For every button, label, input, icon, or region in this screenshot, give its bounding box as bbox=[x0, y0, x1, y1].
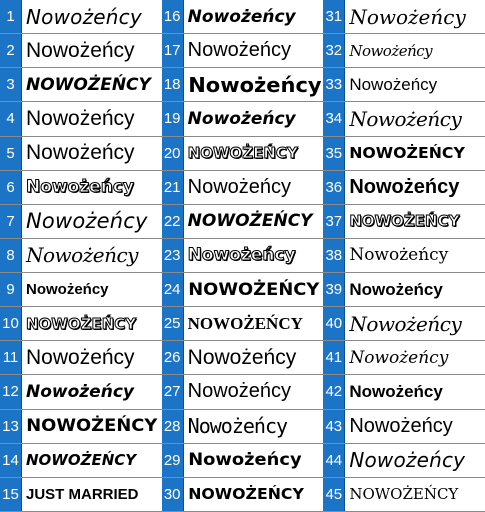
font-number: 26 bbox=[162, 341, 184, 374]
font-number: 45 bbox=[323, 478, 345, 511]
font-preview-text: Nowożeńcy bbox=[349, 381, 443, 401]
font-number: 40 bbox=[323, 307, 345, 340]
font-sample[interactable] bbox=[0, 239, 162, 273]
font-preview-text: Nowożeńcy bbox=[349, 175, 460, 198]
font-number: 31 bbox=[323, 0, 345, 33]
font-sample[interactable] bbox=[0, 410, 162, 444]
font-sample[interactable] bbox=[162, 0, 324, 34]
font-preview-text: Nowożeńcy bbox=[26, 177, 134, 198]
font-preview-text: NOWOŻEŃCY bbox=[349, 144, 466, 163]
font-sample[interactable] bbox=[162, 239, 324, 273]
font-preview-text: Nowożeńcy bbox=[187, 414, 288, 439]
font-number: 33 bbox=[323, 68, 345, 101]
font-number: 43 bbox=[323, 410, 345, 443]
font-sample[interactable] bbox=[0, 68, 162, 102]
font-number: 4 bbox=[0, 102, 22, 135]
font-preview-text: Nowożeńcy bbox=[349, 245, 449, 266]
font-sample[interactable] bbox=[162, 375, 324, 409]
font-number: 9 bbox=[0, 273, 22, 306]
font-number: 3 bbox=[0, 68, 22, 101]
font-sample[interactable] bbox=[323, 375, 485, 409]
font-sample[interactable] bbox=[162, 307, 324, 341]
font-sample[interactable] bbox=[162, 102, 324, 136]
font-sample[interactable] bbox=[162, 478, 324, 512]
font-preview-text: JUST MARRIED bbox=[26, 485, 139, 503]
font-sample[interactable] bbox=[162, 273, 324, 307]
font-preview-text: Nowożeńcy bbox=[187, 380, 292, 403]
font-sample[interactable] bbox=[162, 137, 324, 171]
font-preview-text: Nowożeńcy bbox=[349, 279, 443, 299]
font-sample[interactable] bbox=[0, 307, 162, 341]
font-preview-text: Nowożeńcy bbox=[26, 209, 148, 234]
font-number: 22 bbox=[162, 205, 184, 238]
font-sample[interactable] bbox=[323, 205, 485, 239]
font-number: 17 bbox=[162, 34, 184, 67]
font-number: 30 bbox=[162, 478, 184, 511]
font-number: 36 bbox=[323, 171, 345, 204]
font-preview-text: Nowożeńcy bbox=[349, 41, 433, 60]
font-preview-text: NOWOŻEŃCY bbox=[187, 485, 304, 504]
font-number: 1 bbox=[0, 0, 22, 33]
font-number: 38 bbox=[323, 239, 345, 272]
font-preview-text: NOWOŻEŃCY bbox=[187, 211, 313, 232]
font-preview-text: Nowożeńcy bbox=[349, 311, 462, 336]
font-preview-text: NOWOŻEŃCY bbox=[26, 314, 137, 333]
font-sample[interactable] bbox=[323, 478, 485, 512]
font-sample[interactable] bbox=[162, 205, 324, 239]
font-sample[interactable] bbox=[323, 239, 485, 273]
font-number: 27 bbox=[162, 375, 184, 408]
font-sample[interactable] bbox=[0, 205, 162, 239]
font-number: 35 bbox=[323, 137, 345, 170]
font-preview-text: Nowożeńcy bbox=[26, 38, 135, 62]
font-number: 32 bbox=[323, 34, 345, 67]
font-preview-text: NOWOŻEŃCY bbox=[187, 279, 319, 300]
font-number: 18 bbox=[162, 68, 184, 101]
font-sample[interactable] bbox=[323, 307, 485, 341]
font-preview-text: NOWOŻEŃCY bbox=[349, 485, 459, 504]
font-number: 16 bbox=[162, 0, 184, 33]
font-number: 25 bbox=[162, 307, 184, 340]
font-sample[interactable] bbox=[323, 137, 485, 171]
font-number: 10 bbox=[0, 307, 22, 340]
font-sample[interactable] bbox=[323, 171, 485, 205]
font-number: 11 bbox=[0, 341, 22, 374]
font-preview-text: Nowożeńcy bbox=[26, 4, 142, 29]
font-sample[interactable] bbox=[162, 410, 324, 444]
font-number: 6 bbox=[0, 171, 22, 204]
font-preview-text: Nowożeńcy bbox=[26, 281, 109, 299]
font-sample[interactable] bbox=[162, 341, 324, 375]
font-number: 20 bbox=[162, 137, 184, 170]
font-number: 2 bbox=[0, 34, 22, 67]
font-sample[interactable] bbox=[0, 137, 162, 171]
font-sample[interactable] bbox=[0, 273, 162, 307]
font-preview-text: Nowożeńcy bbox=[26, 243, 138, 268]
font-number: 42 bbox=[323, 375, 345, 408]
font-preview-text: NOWOŻEŃCY bbox=[26, 74, 151, 95]
font-number: 24 bbox=[162, 273, 184, 306]
font-preview-text: NOWOŻEŃCY bbox=[187, 313, 303, 333]
font-sample[interactable] bbox=[323, 102, 485, 136]
font-preview-text: NOWOŻEŃCY bbox=[26, 416, 158, 437]
font-preview-text: Nowożeńcy bbox=[187, 175, 292, 198]
font-number: 29 bbox=[162, 444, 184, 477]
font-number: 15 bbox=[0, 478, 22, 511]
font-sample[interactable] bbox=[162, 171, 324, 205]
font-preview-text: Nowożeńcy bbox=[349, 4, 466, 29]
font-sample[interactable] bbox=[323, 341, 485, 375]
font-preview-text: Nowożeńcy bbox=[349, 414, 453, 437]
font-sample[interactable] bbox=[0, 478, 162, 512]
font-number: 23 bbox=[162, 239, 184, 272]
font-preview-text: Nowożeńcy bbox=[187, 6, 296, 27]
font-preview-text: Nowożeńcy bbox=[26, 106, 135, 130]
font-sample[interactable] bbox=[162, 34, 324, 68]
font-sample[interactable] bbox=[323, 34, 485, 68]
font-sample[interactable] bbox=[0, 102, 162, 136]
font-preview-text: Nowożeńcy bbox=[26, 345, 135, 369]
font-preview-text: NOWOŻEŃCY bbox=[349, 212, 460, 231]
font-number: 8 bbox=[0, 239, 22, 272]
font-number: 7 bbox=[0, 205, 22, 238]
font-sample[interactable] bbox=[0, 375, 162, 409]
font-number: 12 bbox=[0, 375, 22, 408]
font-sample[interactable] bbox=[323, 410, 485, 444]
font-number: 13 bbox=[0, 410, 22, 443]
font-number: 41 bbox=[323, 341, 345, 374]
font-number: 5 bbox=[0, 137, 22, 170]
font-preview-text: Nowożeńcy bbox=[349, 106, 462, 131]
font-sample[interactable] bbox=[323, 0, 485, 34]
font-sample[interactable] bbox=[0, 171, 162, 205]
font-sample[interactable] bbox=[0, 444, 162, 478]
font-preview-text: NOWOŻEŃCY bbox=[187, 144, 298, 163]
font-number: 39 bbox=[323, 273, 345, 306]
font-sample[interactable] bbox=[0, 34, 162, 68]
font-preview-text: Nowożeńcy bbox=[26, 381, 134, 402]
font-sample[interactable] bbox=[323, 444, 485, 478]
font-preview-text: Nowożeńcy bbox=[26, 141, 135, 165]
font-number: 34 bbox=[323, 102, 345, 135]
font-preview-text: Nowożeńcy bbox=[187, 39, 292, 62]
font-number: 37 bbox=[323, 205, 345, 238]
font-preview-text: Nowożeńcy bbox=[187, 72, 322, 97]
font-preview-text: Nowożeńcy bbox=[349, 448, 466, 473]
font-preview-text: Nowożeńcy bbox=[187, 450, 302, 471]
font-preview-text: Nowożeńcy bbox=[349, 347, 449, 368]
font-sample[interactable] bbox=[162, 444, 324, 478]
font-sample[interactable] bbox=[323, 68, 485, 102]
font-sample[interactable] bbox=[162, 68, 324, 102]
font-preview-text: Nowożeńcy bbox=[187, 245, 296, 266]
font-number: 21 bbox=[162, 171, 184, 204]
font-preview-text: NOWOŻEŃCY bbox=[26, 451, 137, 470]
font-sample[interactable] bbox=[0, 0, 162, 34]
font-preview-text: Nowożeńcy bbox=[349, 74, 438, 94]
font-preview-text: Nowożeńcy bbox=[187, 345, 297, 369]
font-number: 44 bbox=[323, 444, 345, 477]
font-sample[interactable] bbox=[0, 341, 162, 375]
font-preview-text: Nowożeńcy bbox=[187, 108, 296, 129]
font-number: 19 bbox=[162, 102, 184, 135]
font-sample[interactable] bbox=[323, 273, 485, 307]
font-number: 28 bbox=[162, 410, 184, 443]
font-number: 14 bbox=[0, 444, 22, 477]
